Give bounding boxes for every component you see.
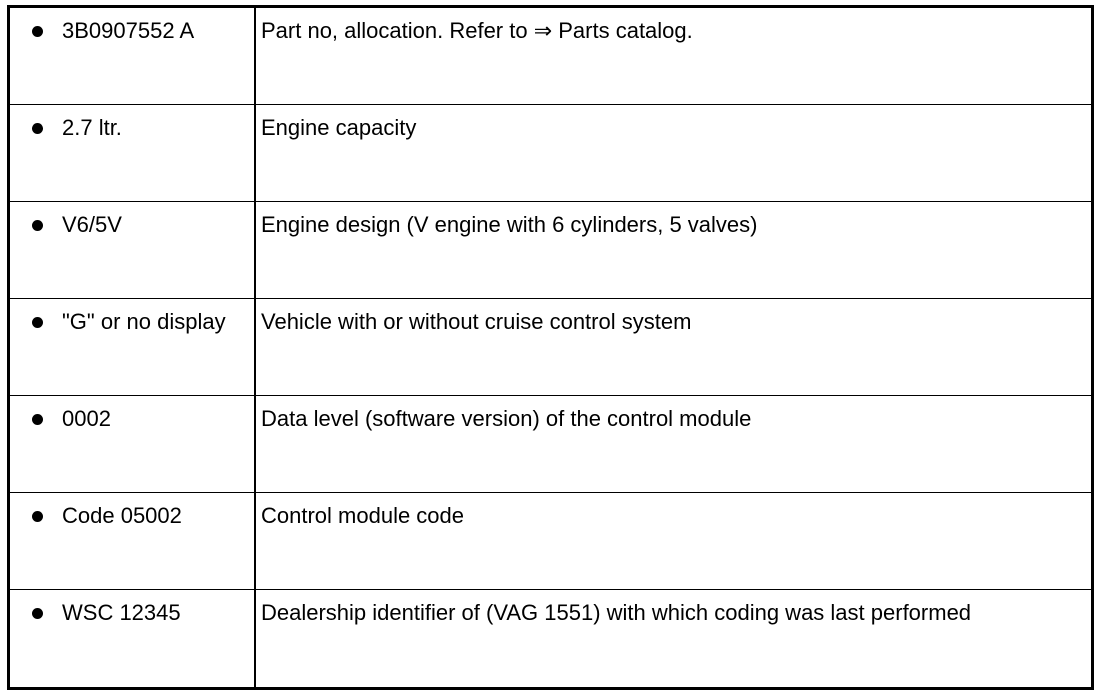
bullet-icon — [32, 26, 43, 37]
bullet-icon — [32, 220, 43, 231]
bullet-icon — [32, 511, 43, 522]
display-value: "G" or no display — [62, 309, 226, 334]
control-module-identification-table — [7, 5, 1094, 690]
display-value: 3B0907552 A — [62, 18, 195, 43]
value-description: Control module code — [261, 503, 465, 528]
display-value: 0002 — [62, 406, 111, 431]
table-row — [10, 396, 1091, 493]
table-row — [10, 202, 1091, 299]
value-description: Engine capacity — [261, 115, 417, 140]
table-row — [10, 8, 1091, 105]
bullet-icon — [32, 414, 43, 425]
bullet-icon — [32, 317, 43, 328]
value-description: Part no, allocation. Refer to ⇒ Parts catalog. — [261, 18, 693, 43]
table-row — [10, 105, 1091, 202]
table-row — [10, 590, 1091, 687]
value-description: Dealership identifier of (VAG 1551) with which coding was last performed — [261, 600, 972, 625]
display-value: 2.7 ltr. — [62, 115, 122, 140]
bullet-icon — [32, 608, 43, 619]
display-value: Code 05002 — [62, 503, 182, 528]
display-value: WSC 12345 — [62, 600, 181, 625]
value-description: Data level (software version) of the control module — [261, 406, 752, 431]
table-row — [10, 299, 1091, 396]
table-row — [10, 493, 1091, 590]
value-description: Engine design (V engine with 6 cylinders, 5 valves) — [261, 212, 758, 237]
display-value: V6/5V — [62, 212, 122, 237]
bullet-icon — [32, 123, 43, 134]
value-description: Vehicle with or without cruise control system — [261, 309, 692, 334]
